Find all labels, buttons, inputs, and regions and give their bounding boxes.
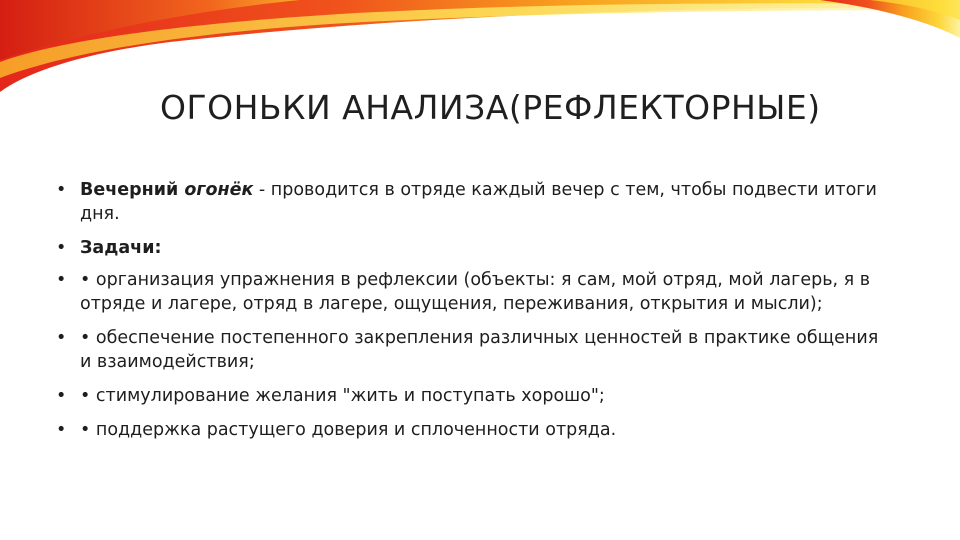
- term-ogonek: огонёк: [184, 180, 254, 200]
- slide-title: ОГОНЬКИ АНАЛИЗА(РЕФЛЕКТОРНЫЕ): [160, 88, 821, 127]
- list-item-tasks-heading: [56, 236, 886, 260]
- definition-text: - проводится в отряде каждый вечер с тем, чтобы подвести итоги дня.: [80, 180, 877, 224]
- item-text: • обеспечение постепенного закрепления различных ценностей в практике общения и взаимодействия;: [80, 328, 879, 372]
- item-text: • поддержка растущего доверия и сплоченности отряда.: [80, 420, 617, 440]
- list-item-support-trust: [56, 418, 886, 442]
- bullet-glyph: •: [56, 180, 67, 200]
- list-item-reflection-exercise: [56, 268, 886, 316]
- list-item-values-consolidation: [56, 326, 886, 374]
- term-evening: Вечерний: [80, 180, 185, 200]
- item-text: • организация упражнения в рефлексии (объекты: я сам, мой отряд, мой лагерь, я в отряде и лагере, отряд в лагере, ощущения, переживания, открытия и мысли);: [80, 270, 871, 314]
- bullet-glyph: •: [56, 386, 67, 406]
- list-item-evening-ogonek: [56, 178, 886, 226]
- bullet-list: [56, 178, 886, 452]
- item-text: • стимулирование желания "жить и поступать хорошо";: [80, 386, 605, 406]
- bullet-glyph: •: [56, 238, 67, 258]
- list-item-stimulate-desire: [56, 384, 886, 408]
- bullet-glyph: •: [56, 328, 67, 348]
- tasks-heading: Задачи:: [80, 238, 162, 258]
- bullet-glyph: •: [56, 420, 67, 440]
- bullet-glyph: •: [56, 270, 67, 290]
